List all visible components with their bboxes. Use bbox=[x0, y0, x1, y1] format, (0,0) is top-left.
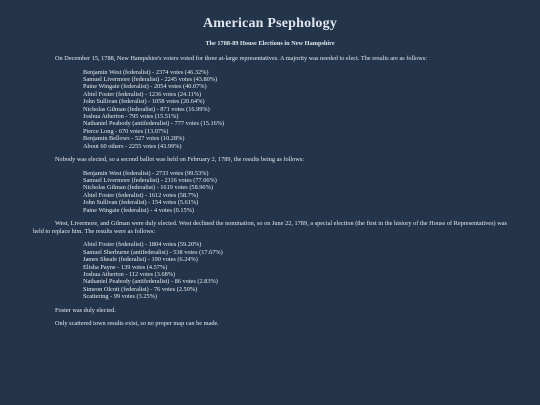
result-item: Abiel Foster (federalist) - 1236 votes (24.11%) bbox=[83, 90, 202, 98]
result-item: James Sheafe (federalist) - 190 votes (6.24%) bbox=[83, 256, 198, 264]
first-ballot-results bbox=[33, 69, 507, 150]
result-item: Abiel Foster (federalist) - 1804 votes (59.20%) bbox=[83, 241, 202, 249]
result-item: Samuel Livermore (federalist) - 2245 votes (43.80%) bbox=[83, 76, 218, 83]
second-ballot-intro: Nobody was elected, so a second ballot was held on February 2, 1789, the results being as follows: bbox=[55, 156, 305, 164]
page-title: The 1788-89 House Elections in New Hampshire bbox=[205, 40, 335, 47]
intro-paragraph: On December 15, 1788, New Hampshire's voters voted for three at-large representatives. A majority was needed to elect. The results are as follows: bbox=[55, 55, 427, 62]
result-item: Scattering - 99 votes (3.25%) bbox=[83, 293, 157, 301]
result-item: About 60 others - 2255 votes (43.99%) bbox=[83, 142, 182, 150]
result-item: Nicholas Gilman (federalist) - 1619 votes (58.96%) bbox=[83, 184, 213, 192]
result-item: Pierce Long - 670 votes (13.07%) bbox=[83, 127, 169, 135]
result-item: John Sullivan (federalist) - 1058 votes (20.64%) bbox=[83, 98, 205, 106]
result-item: Simeon Olcott (federalist) - 76 votes (2.50%) bbox=[83, 285, 198, 293]
result-item: Nicholas Gilman (federalist) - 871 votes (16.99%) bbox=[83, 105, 210, 113]
second-ballot-results bbox=[33, 170, 507, 214]
special-election-results bbox=[33, 241, 507, 300]
result-item: Nathaniel Peabody (antifederalist) - 777 votes (15.16%) bbox=[83, 120, 225, 128]
result-item: Samuel Sherburne (antifederalist) - 538 votes (17.67%) bbox=[83, 248, 223, 256]
result-item: Joshua Atherton - 112 votes (3.68%) bbox=[83, 270, 176, 278]
site-title: American Psephology bbox=[202, 16, 338, 31]
result-item: Joshua Atherton - 795 votes (15.51%) bbox=[83, 113, 179, 121]
result-item: Paine Wingate (federalist) - 2054 votes (40.07%) bbox=[83, 83, 207, 91]
result-item: Elisha Payne - 139 votes (4.57%) bbox=[83, 263, 168, 271]
result-item: Nathaniel Peabody (antifederalist) - 86 votes (2.83%) bbox=[83, 278, 218, 286]
result-item: Benjamin West (federalist) - 2374 votes (46.32%) bbox=[83, 68, 209, 76]
result-item: Abiel Foster (federalist) - 1612 votes (58.7%) bbox=[83, 191, 199, 199]
map-note: Only scattered town results exist, so no proper map can be made. bbox=[55, 320, 219, 328]
result-item: Benjamin West (federalist) - 2733 votes (99.53%) bbox=[83, 169, 209, 177]
result-item: John Sullivan (federalist) - 154 votes (5.61%) bbox=[83, 199, 199, 207]
result-item: Paine Wingate (federalist) - 4 votes (0.15%) bbox=[83, 206, 195, 214]
result-item: Samuel Livermore (federalist) - 2116 votes (77.06%) bbox=[83, 177, 217, 185]
result-paragraph: Foster was duly elected. bbox=[55, 306, 116, 314]
result-item: Benjamin Bellows - 527 votes (10.28%) bbox=[83, 135, 185, 143]
special-election-intro: West, Livermore, and Gilman were duly elected. West declined the nomination, so on June 22, 1789, a special election (the first in the history of the House of Representatives) was held to replace him. The results were as follows: bbox=[33, 220, 507, 235]
